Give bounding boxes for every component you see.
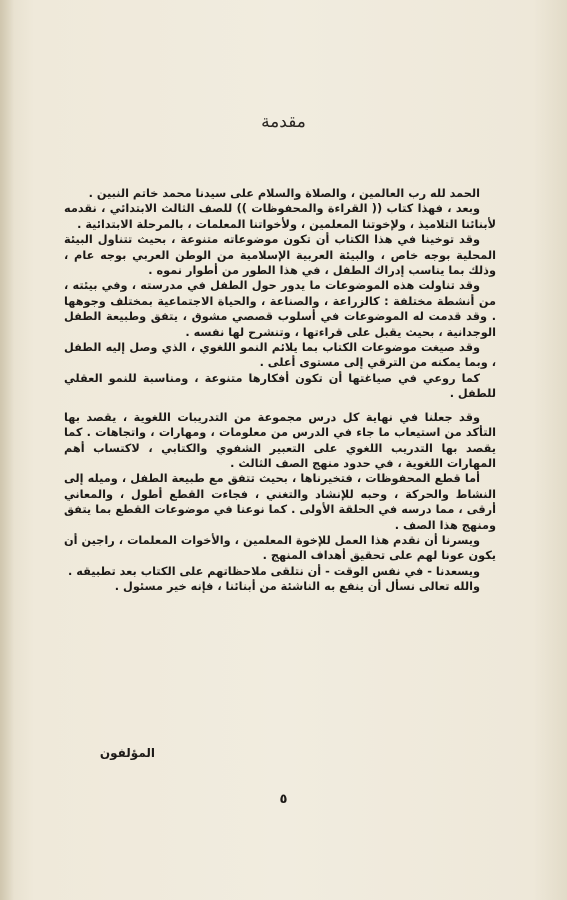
- paragraph: ويسعدنا - في نفس الوقت - أن نتلقى ملاحظاتهم على الكتاب بعد تطبيقه .: [68, 564, 480, 578]
- paragraph: وقد صيغت موضوعات الكتاب بما يلائم النمو اللغوي ، الذي وصل إليه الطفل ، وبما يمكنه من الترقي إلى مستوى أعلى .: [64, 341, 496, 370]
- paragraph: وقد جعلنا في نهاية كل درس مجموعة من التدريبات اللغوية ، يقصد بها التأكد من استيعاب ما جاء في الدرس من معلومات ، ومهارات ، واتجاهات . كما يقصد بها التدريب اللغوي على التعبير الشفوي والكتابي ، لاكتساب أهم المهارات اللغوية ، في حدود منهج الصف الثالث .: [64, 410, 496, 470]
- paragraph: ويسرنا أن نقدم هذا العمل للإخوة المعلمين ، والأخوات المعلمات ، راجين أن يكون عونا لهم على تحقيق أهداف المنهج .: [64, 533, 496, 563]
- page-spine-shadow: [0, 0, 14, 900]
- paragraph: وبعد ، فهذا كتاب (( القراءة والمحفوظات )) للصف الثالث الابتدائي ، نقدمه لأبنائنا التلاميذ ، ولإخوتنا المعلمين ، ولأخواتنا المعلمات ، بالمرحلة الابتدائية .: [64, 202, 496, 231]
- paragraph: كما روعي في صياغتها أن تكون أفكارها متنوعة ، ومناسبة للنمو العقلي للطفل .: [64, 371, 496, 401]
- introduction-body: [64, 186, 496, 595]
- paragraph: أما قطع المحفوظات ، فتخيرناها ، بحيث تتفق مع طبيعة الطفل ، وميله إلى النشاط والحركة ، وحبه للإنشاد والتغني ، فجاءت القطع أطول ، والمعاني أرقى ، مما درسه في الحلقة الأولى . كما نوعنا في موضوعات القطع بما يتفق ومنهج هذا الصف .: [64, 472, 496, 532]
- paragraph: الحمد لله رب العالمين ، والصلاة والسلام على سيدنا محمد خاتم النبين .: [88, 187, 480, 200]
- authors-signature: المؤلفون: [99, 746, 155, 760]
- paragraph: والله تعالى نسأل أن ينفع به الناشئة من أبنائنا ، فإنه خير مسئول .: [114, 580, 480, 594]
- paragraph: وقد توخينا في هذا الكتاب أن تكون موضوعاته متنوعة ، بحيث تتناول البيئة المحلية بوجه خاص ، والبيئة العربية الإسلامية من الوطن العربي بوجه عام ، وذلك بما يناسب إدراك الطفل ، في هذا الطور من أطوار نموه .: [64, 233, 496, 278]
- page-title: مقدمة: [261, 112, 306, 132]
- page-number: ٥: [279, 792, 288, 807]
- paragraph: وقد تناولت هذه الموضوعات ما يدور حول الطفل في مدرسته ، وفي بيئته ، من أنشطة مختلفة : كالزراعة ، والصناعة ، والحياة الاجتماعية بمختلف وجوهها . وقد قدمت له الموضوعات في أسلوب قصصي مشوق ، يتفق وطبيعة الطفل الوجدانية ، بحيث يقبل على قراءتها ، وتنشرح لها نفسه .: [64, 279, 496, 339]
